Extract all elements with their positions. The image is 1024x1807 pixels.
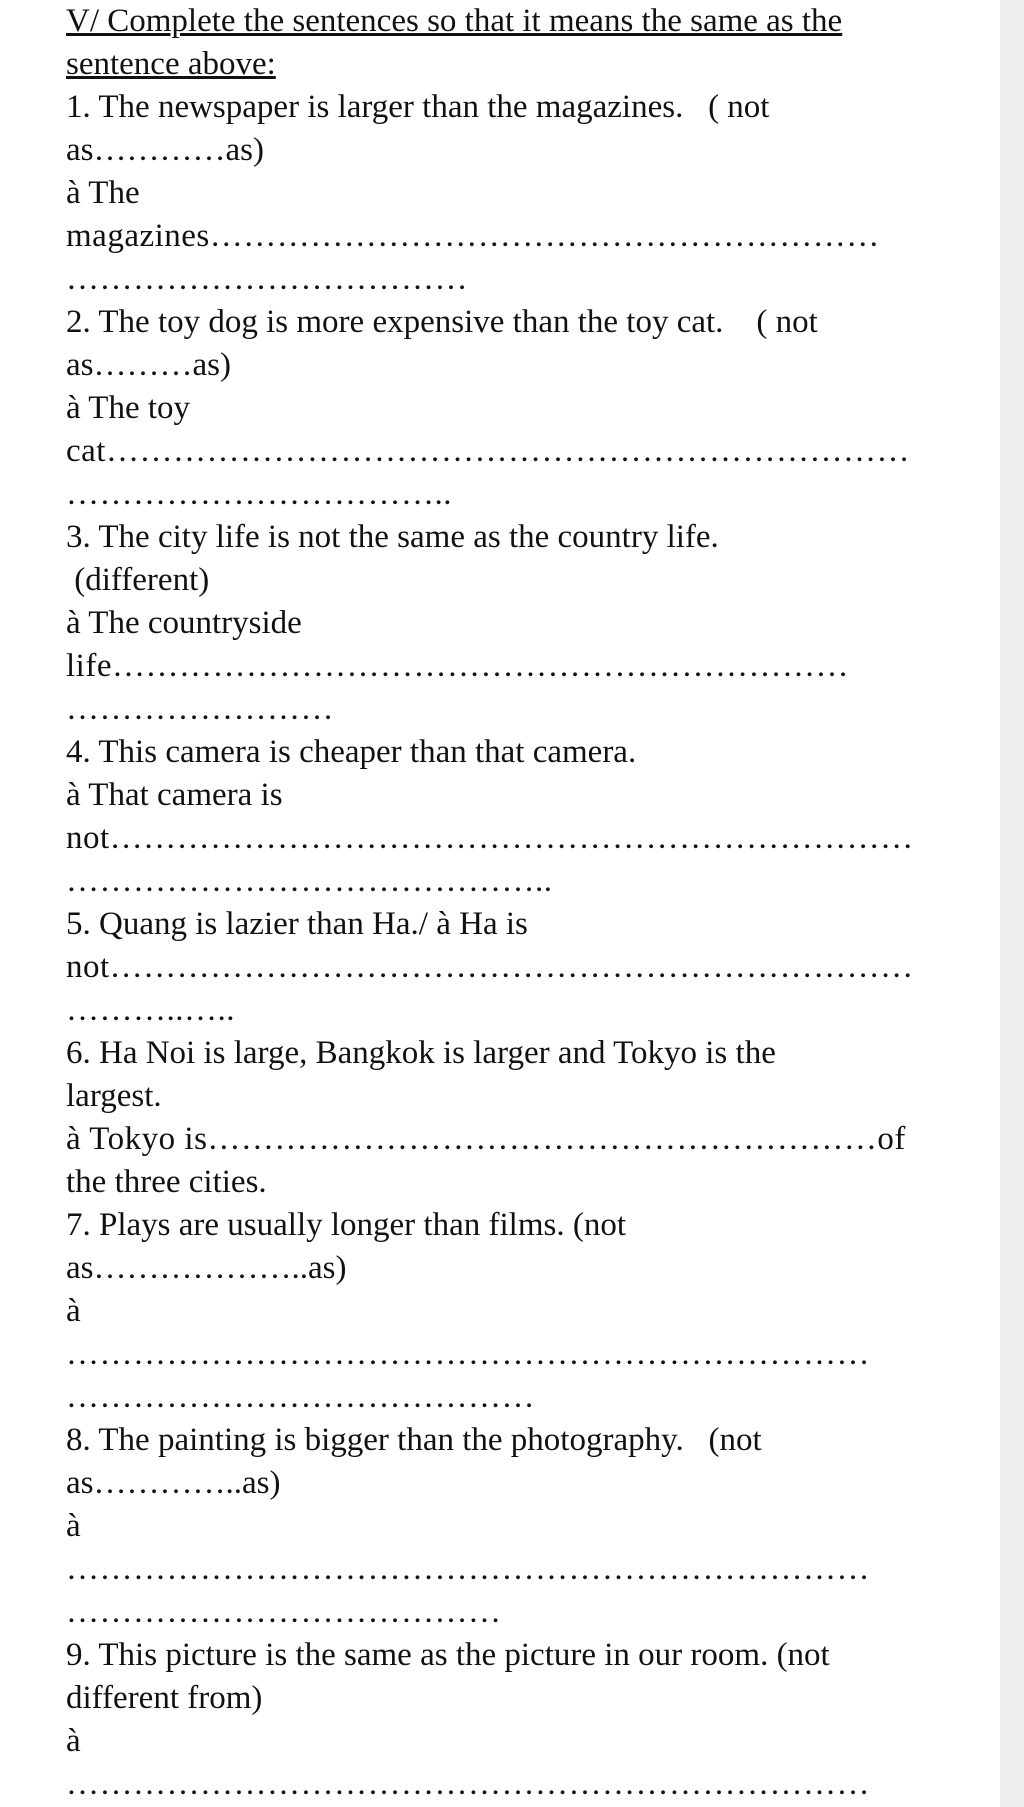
item-6-line-1: 6. Ha Noi is large, Bangkok is larger and Tokyo is the: [66, 1035, 776, 1071]
section-heading-line-1: V/ Complete the sentences so that it means the same as the: [66, 3, 843, 39]
item-8-line-2: as…………..as): [66, 1465, 281, 1501]
item-2-line-2: as………as): [66, 347, 231, 383]
item-8-answer-line-1: ………………………………………………………………: [66, 1551, 870, 1587]
item-6-line-2: largest.: [66, 1078, 162, 1114]
item-8-answer-line-2: …………………………………: [66, 1594, 502, 1630]
item-2-line-1: 2. The toy dog is more expensive than the toy cat. ( not: [66, 304, 818, 340]
item-1-line-3: à The: [66, 175, 140, 211]
item-5-line-1: 5. Quang is lazier than Ha./ à Ha is: [66, 906, 528, 942]
item-7-line-3: à: [66, 1293, 81, 1329]
item-7-answer-line-1: ………………………………………………………………: [66, 1336, 870, 1372]
item-6-answer-line-1: à Tokyo is……………………………………………………of: [66, 1121, 906, 1157]
item-8-line-1: 8. The painting is bigger than the photography. (not: [66, 1422, 762, 1458]
item-1-answer-line-2: ………………………………: [66, 261, 468, 297]
item-1-line-2: as…………as): [66, 132, 264, 168]
item-3-line-3: à The countryside: [66, 605, 302, 641]
item-2-answer-line-2: ……………………………..: [66, 476, 452, 512]
item-3-line-1: 3. The city life is not the same as the country life.: [66, 519, 719, 555]
item-8-line-3: à: [66, 1508, 81, 1544]
item-2-answer-line-1: cat………………………………………………………………: [66, 433, 910, 469]
item-3-answer-line-2: ……………………: [66, 691, 334, 727]
item-9-line-1: 9. This picture is the same as the picture in our room. (not: [66, 1637, 830, 1673]
item-5-answer-line-1: not………………………………………………………………: [66, 949, 914, 985]
item-4-line-2: à That camera is: [66, 777, 283, 813]
item-5-answer-line-2: ………..…..: [66, 992, 235, 1028]
item-3-answer-line-1: life…………………………………………………………: [66, 648, 849, 684]
section-heading-line-2: sentence above:: [66, 46, 276, 82]
item-7-line-1: 7. Plays are usually longer than films. (not: [66, 1207, 626, 1243]
item-3-line-2: (different): [66, 562, 210, 598]
item-7-answer-line-2: ……………………………………: [66, 1379, 535, 1415]
worksheet-content: [66, 0, 946, 1806]
item-4-line-1: 4. This camera is cheaper than that camera.: [66, 734, 637, 770]
page-edge: [1000, 0, 1024, 1807]
item-4-answer-line-2: ……………………………………..: [66, 863, 553, 899]
item-9-line-3: à: [66, 1723, 81, 1759]
item-7-line-2: as………………..as): [66, 1250, 347, 1286]
item-9-answer-line-1: ………………………………………………………………: [66, 1766, 870, 1802]
item-1-answer-line-1: magazines……………………………………………………: [66, 218, 880, 254]
item-2-line-3: à The toy: [66, 390, 191, 426]
item-9-line-2: different from): [66, 1680, 263, 1716]
item-4-answer-line-1: not………………………………………………………………: [66, 820, 914, 856]
item-1-line-1: 1. The newspaper is larger than the magazines. ( not: [66, 89, 770, 125]
item-6-line-4: the three cities.: [66, 1164, 267, 1200]
